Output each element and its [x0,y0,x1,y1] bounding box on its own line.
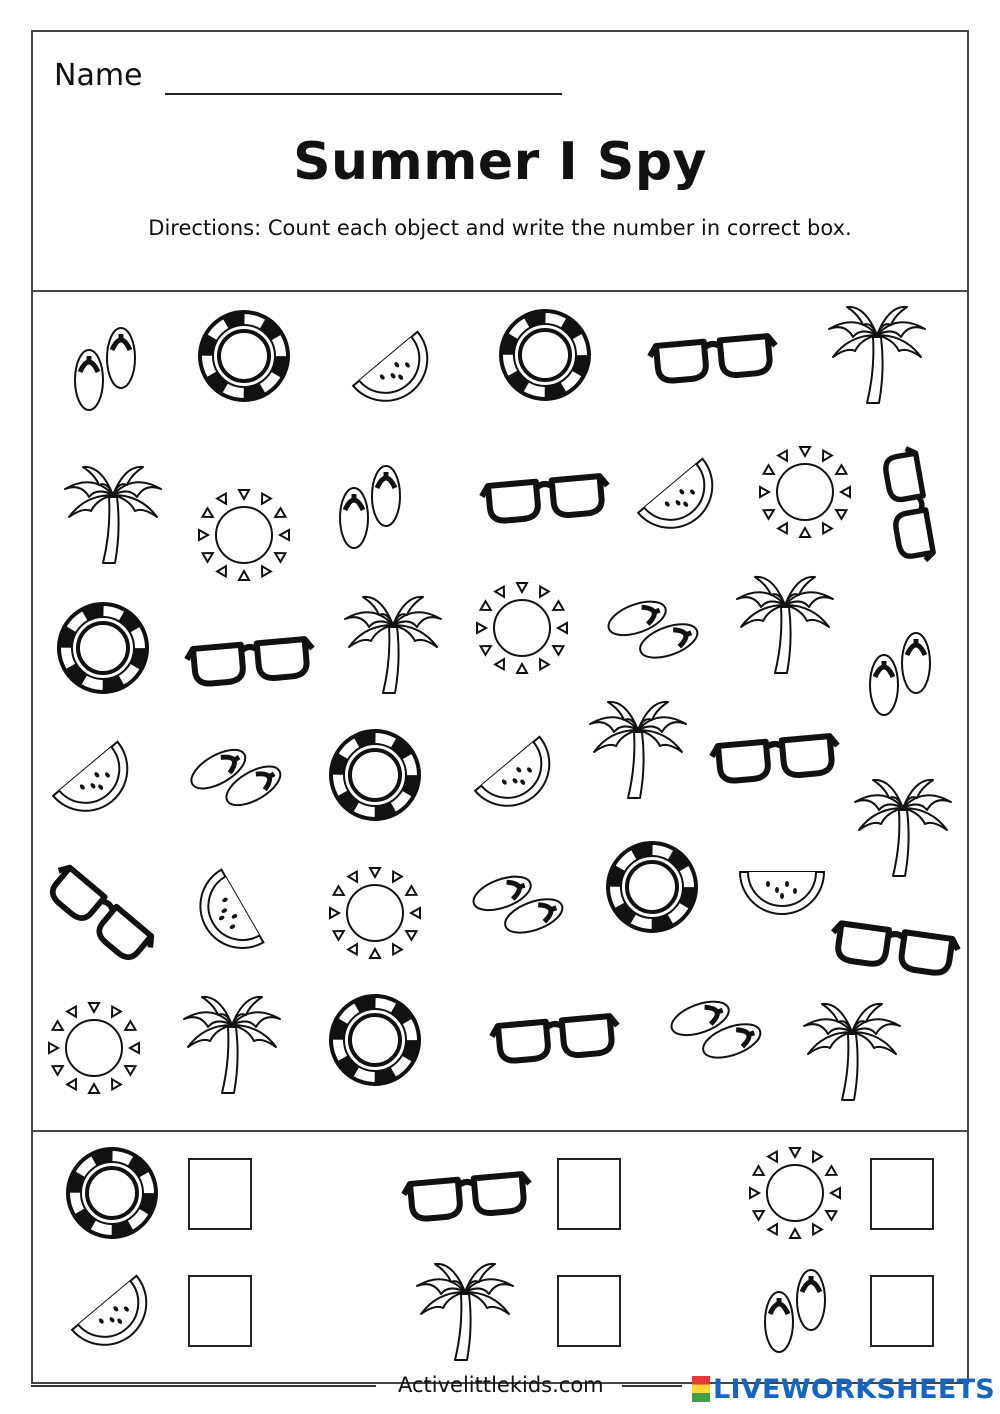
flipflops-icon [185,731,286,824]
palm-icon [829,307,925,403]
liveworksheets-logo[interactable] [692,1374,995,1405]
watermelon-icon [740,872,824,914]
flipflops-icon [75,328,135,410]
flipflops-icon [667,987,765,1071]
watermelon-icon [638,459,729,545]
sun-count-box[interactable] [870,1158,934,1230]
ring-icon [323,988,427,1092]
ring-count-box[interactable] [188,1158,252,1230]
watermelon-icon [353,332,444,418]
sun-icon [477,583,567,673]
flipflops-icon [469,862,567,946]
palm-icon [590,702,686,798]
palm-icon [65,467,161,563]
flipflops-icon [604,587,702,671]
directions-text: Directions: Count each object and write the number in correct box. [148,216,852,240]
footer-rule-right [622,1385,682,1387]
watermelon-icon [185,870,263,964]
watermelon-icon [72,1276,163,1362]
glasses-icon [403,1174,532,1221]
sun-icon [760,447,850,537]
ring-icon [323,723,427,827]
glasses-icon [186,639,315,686]
flipflops-count-box[interactable] [870,1275,934,1347]
ring-icon [192,304,296,408]
palm-icon [345,597,441,693]
palm-icon [184,997,280,1093]
sun-icon [199,490,289,580]
glasses-icon [491,1016,620,1063]
watermelon-count-box[interactable] [188,1275,252,1347]
palm-icon [737,577,833,673]
ring-icon [51,596,155,700]
palm-icon [855,780,951,876]
flipflops-icon [765,1270,825,1352]
page-title: Summer I Spy [293,132,707,192]
sun-icon [750,1148,840,1238]
glasses-icon [43,863,157,966]
watermelon-icon [53,742,144,828]
sun-icon [330,868,420,958]
glasses-icon [649,336,778,383]
sun-icon [49,1003,139,1093]
palm-icon [804,1004,900,1100]
glasses-count-box[interactable] [557,1158,621,1230]
ring-icon [493,303,597,407]
palm-icon [417,1264,513,1360]
glasses-icon [830,922,960,975]
glasses-icon [883,447,935,564]
glasses-icon [711,736,840,783]
flipflops-icon [340,466,400,548]
logo-text: LIVEWORKSHEETS [713,1374,996,1405]
footer-site: Activelittlekids.com [398,1373,604,1397]
glasses-icon [481,476,610,523]
ring-icon [600,835,704,939]
flipflops-icon [870,633,930,715]
ring-icon [60,1141,164,1245]
watermelon-icon [475,737,566,823]
logo-badge-icon [692,1376,710,1402]
footer-rule-left [31,1385,376,1387]
palm-count-box[interactable] [557,1275,621,1347]
name-label: Name [54,58,143,93]
